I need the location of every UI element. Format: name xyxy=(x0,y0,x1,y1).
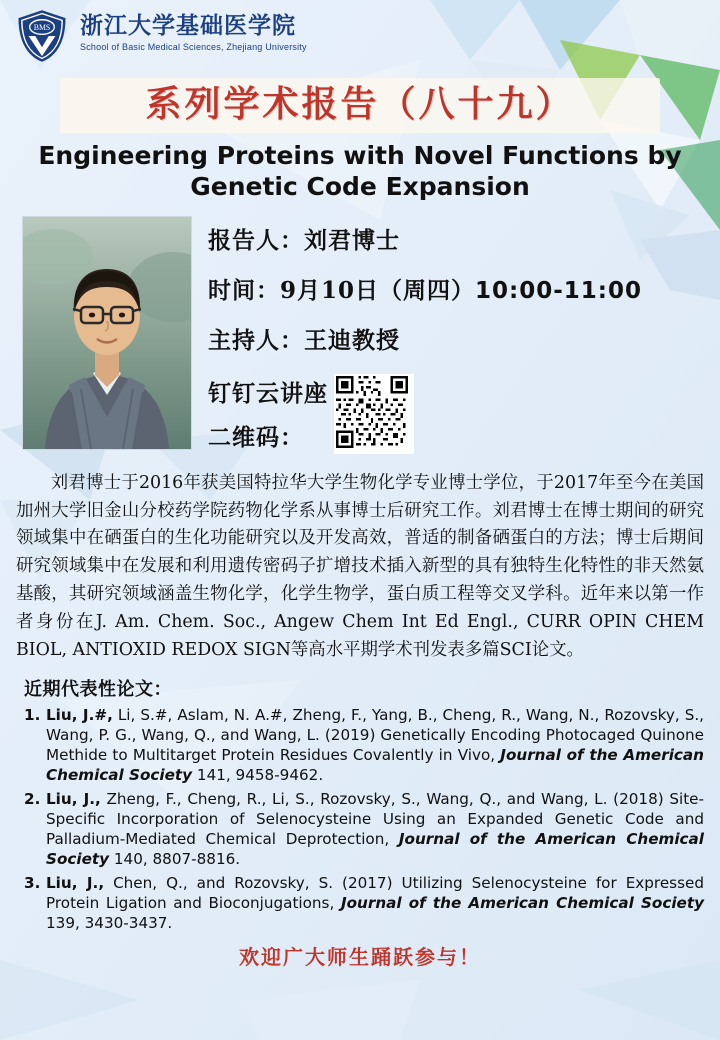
publication-rest-post: 139, 3430-3437. xyxy=(46,914,173,933)
publication-rest-pre: Li, S.#, Aslam, N. A.#, Zheng, F., Yang, B., Cheng, R., Wang, N., Rozovsky, S., Wang, P. G., Wang, Q., and Wang, L. (2019) Genetically Encoding Photocaged Quinone Methide to Multitarget Protein Residues Covalently in Vivo, xyxy=(46,705,704,764)
talk-details xyxy=(208,216,702,459)
time-value-cn: 9月10日（周四） xyxy=(280,277,476,305)
poster-header xyxy=(0,0,720,74)
publications-section xyxy=(24,675,704,934)
platform-label-line1: 钉钉云讲座 xyxy=(208,380,328,408)
university-name-en: School of Basic Medical Sciences, Zhejiang University xyxy=(80,42,307,53)
speaker-line xyxy=(208,222,702,255)
publication-number: 2. xyxy=(24,789,41,808)
publication-rest-post: 141, 9458-9462. xyxy=(192,765,324,784)
publication-authors-lead: Liu, J.#, xyxy=(46,705,113,724)
publication-text xyxy=(46,789,704,869)
talk-title-en-line1: Engineering Proteins with Novel Functions by xyxy=(38,141,682,171)
talk-title-en-line2: Genetic Code Expansion xyxy=(190,171,530,201)
publication-rest-pre: Chen, Q., and Rozovsky, S. (2017) Utilizing Selenocysteine for Expressed Protein Ligation and Bioconjugations, xyxy=(46,874,704,913)
university-name-block xyxy=(80,14,307,52)
speaker-value: 刘君博士 xyxy=(304,227,400,255)
publication-number: 1. xyxy=(24,705,41,724)
time-value-en: 10:00-11:00 xyxy=(475,278,642,305)
publication-number: 3. xyxy=(24,874,41,893)
publication-text xyxy=(46,705,704,785)
welcome-footer: 欢迎广大师生踊跃参与！ xyxy=(239,945,481,970)
publication-rest-pre: Zheng, F., Cheng, R., Li, S., Rozovsky, S., Wang, Q., and Wang, L. (2018) Site-Specific Incorporation of Selenocysteine Using an Expanded Genetic Code and Palladium-Mediated Chemical Deprotection, xyxy=(46,789,704,849)
publications-heading: 近期代表性论文： xyxy=(24,678,172,700)
speaker-portrait xyxy=(22,216,192,450)
publication-journal: Journal of the American Chemical Society xyxy=(46,830,704,869)
publication-text xyxy=(46,873,704,933)
host-label: 主持人： xyxy=(208,327,304,355)
speaker-bio: 刘君博士于2016年获美国特拉华大学生物化学专业博士学位，于2017年至今在美国加州大学旧金山分校药学院药物化学系从事博士后研究工作。刘君博士在博士期间的研究领域集中在硒蛋白的生化功能研究以及开发高效，普适的制备硒蛋白的方法；博士后期间研究领域集中在发展和利用遗传密码子扩增技术插入新型的具有独特生化特性的非天然氨基酸，其研究领域涵盖生物化学，化学生物学，蛋白质工程等交叉学科。近年来以第一作者身份在J. Am. Chem. Soc., Angew Chem Int Ed Engl., CURR OPIN CHEM BIOL, ANTIOXID REDOX SIGN等高水平期学术刊发表多篇SCI论文。 xyxy=(16,472,704,660)
publication-item xyxy=(24,873,704,933)
talk-title-en xyxy=(24,141,696,202)
svg-text:BMS: BMS xyxy=(33,22,51,32)
speaker-info-row xyxy=(0,216,720,459)
speaker-label: 报告人： xyxy=(208,227,304,255)
series-title-cn: 系列学术报告（八十九） xyxy=(145,83,575,125)
platform-label-line2: 二维码： xyxy=(208,424,304,452)
publication-rest-post: 140, 8807-8816. xyxy=(109,850,241,869)
platform-qr-line xyxy=(208,372,702,459)
time-label: 时间： xyxy=(208,277,280,305)
publication-item xyxy=(24,705,704,785)
time-line xyxy=(208,272,702,305)
university-name-cn: 浙江大学基础医学院 xyxy=(80,13,296,39)
publication-journal: Journal of the American Chemical Society xyxy=(46,745,704,784)
publication-authors-lead: Liu, J., xyxy=(46,789,101,808)
series-title-band xyxy=(60,78,660,133)
qr-code-icon[interactable] xyxy=(334,374,414,454)
publication-journal: Journal of the American Chemical Society xyxy=(340,894,704,913)
publication-authors-lead: Liu, J., xyxy=(46,874,105,893)
host-line xyxy=(208,322,702,355)
host-value: 王迪教授 xyxy=(304,327,400,355)
publication-item xyxy=(24,789,704,869)
zju-bms-shield-logo-icon xyxy=(14,8,70,64)
